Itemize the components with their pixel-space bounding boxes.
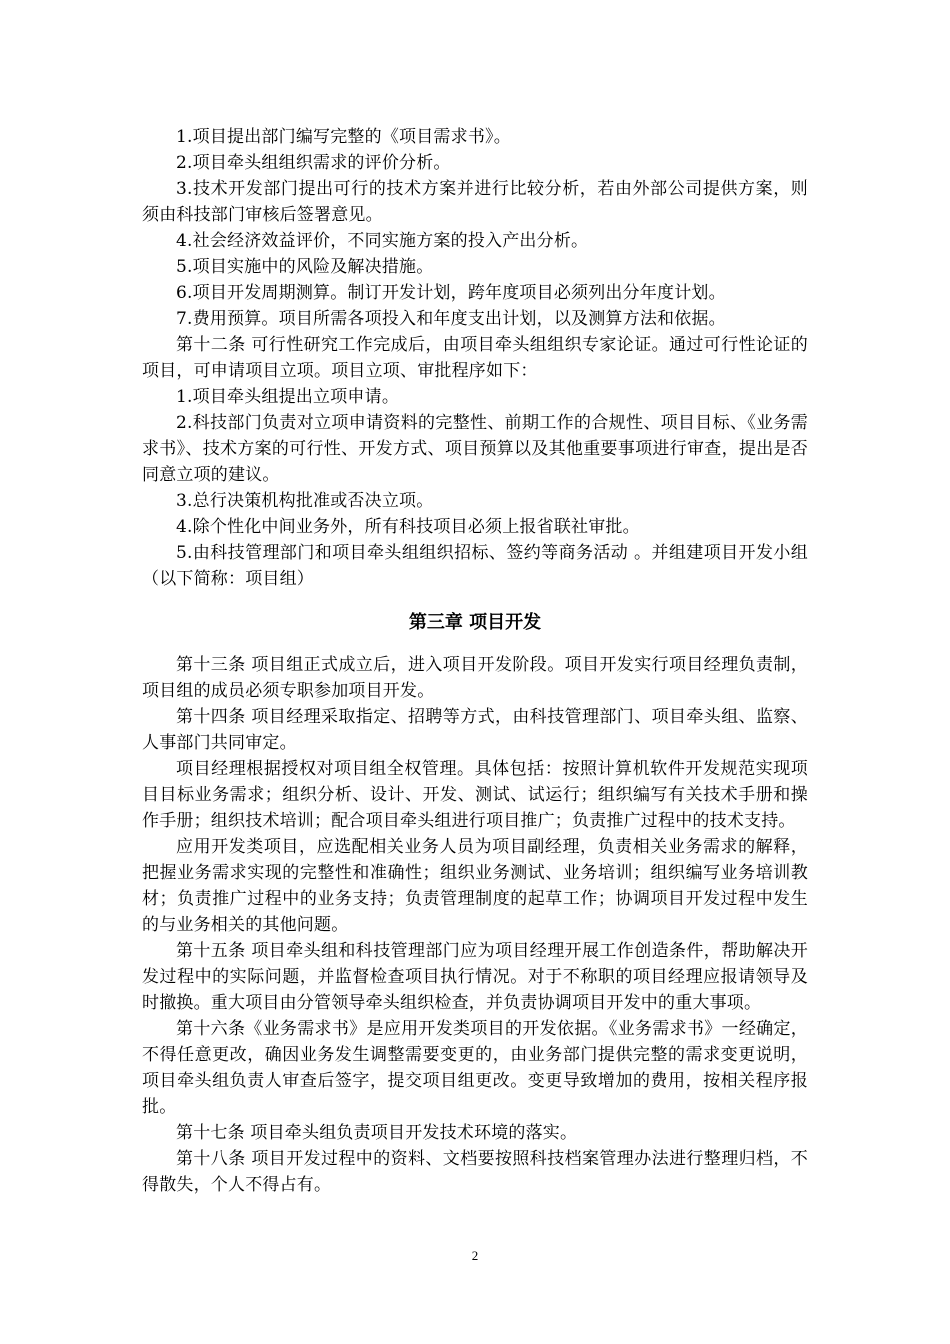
list-item: 2.科技部门负责对立项申请资料的完整性、前期工作的合规性、项目目标、《业务需求书》、技术方案的可行性、开发方式、项目预算以及其他重要事项进行审查，提出是否同意立项的建议。 (142, 413, 808, 485)
list-item: 3.总行决策机构批准或否决立项。 (176, 491, 434, 511)
list-item: 7.费用预算。项目所需各项投入和年度支出计划，以及测算方法和依据。 (176, 309, 726, 329)
list-item: 6.项目开发周期测算。制订开发计划，跨年度项目必须列出分年度计划。 (176, 283, 726, 303)
article-17: 第十七条 项目牵头组负责项目开发技术环境的落实。 (176, 1123, 578, 1143)
paragraph: 项目经理根据授权对项目组全权管理。具体包括：按照计算机软件开发规范实现项目目标业务需求；组织分析、设计、开发、测试、试运行；组织编写有关技术手册和操作手册；组织技术培训；配合项目牵头组进行项目推广；负责推广过程中的技术支持。 (142, 759, 808, 831)
article-16: 第十六条《业务需求书》是应用开发类项目的开发依据。《业务需求书》一经确定，不得任意更改，确因业务发生调整需要变更的，由业务部门提供完整的需求变更说明，项目牵头组负责人审查后签字，提交项目组更改。变更导致增加的费用，按相关程序报批。 (142, 1019, 808, 1117)
article-14: 第十四条 项目经理采取指定、招聘等方式，由科技管理部门、项目牵头组、监察、人事部门共同审定。 (142, 707, 808, 753)
list-item: 2.项目牵头组组织需求的评价分析。 (176, 153, 451, 173)
list-item: 4.社会经济效益评价，不同实施方案的投入产出分析。 (176, 231, 589, 251)
chapter-heading: 第三章 项目开发 (408, 612, 542, 633)
list-item: 5.由科技管理部门和项目牵头组组织招标、签约等商务活动 。并组建项目开发小组（以下简称：项目组） (142, 543, 808, 589)
list-item: 3.技术开发部门提出可行的技术方案并进行比较分析，若由外部公司提供方案，则须由科技部门审核后签署意见。 (142, 179, 808, 225)
list-item: 1.项目提出部门编写完整的《项目需求书》。 (176, 127, 511, 147)
article-12: 第十二条 可行性研究工作完成后，由项目牵头组组织专家论证。通过可行性论证的项目，可申请项目立项。项目立项、审批程序如下： (142, 335, 808, 381)
list-item: 5.项目实施中的风险及解决措施。 (176, 257, 434, 277)
list-item: 1.项目牵头组提出立项申请。 (176, 387, 400, 407)
page-body (142, 124, 808, 1198)
article-13: 第十三条 项目组正式成立后，进入项目开发阶段。项目开发实行项目经理负责制，项目组的成员必须专职参加项目开发。 (142, 655, 808, 701)
article-18: 第十八条 项目开发过程中的资料、文档要按照科技档案管理办法进行整理归档，不得散失，个人不得占有。 (142, 1149, 808, 1195)
article-15: 第十五条 项目牵头组和科技管理部门应为项目经理开展工作创造条件，帮助解决开发过程中的实际问题，并监督检查项目执行情况。对于不称职的项目经理应报请领导及时撤换。重大项目由分管领导牵头组织检查，并负责协调项目开发中的重大事项。 (142, 941, 808, 1013)
page-number: 2 (471, 1248, 479, 1263)
list-item: 4.除个性化中间业务外，所有科技项目必须上报省联社审批。 (176, 517, 640, 537)
paragraph: 应用开发类项目，应选配相关业务人员为项目副经理，负责相关业务需求的解释，把握业务需求实现的完整性和准确性；组织业务测试、业务培训；组织编写业务培训教材；负责推广过程中的业务支持；负责管理制度的起草工作；协调项目开发过程中发生的与业务相关的其他问题。 (142, 837, 808, 935)
